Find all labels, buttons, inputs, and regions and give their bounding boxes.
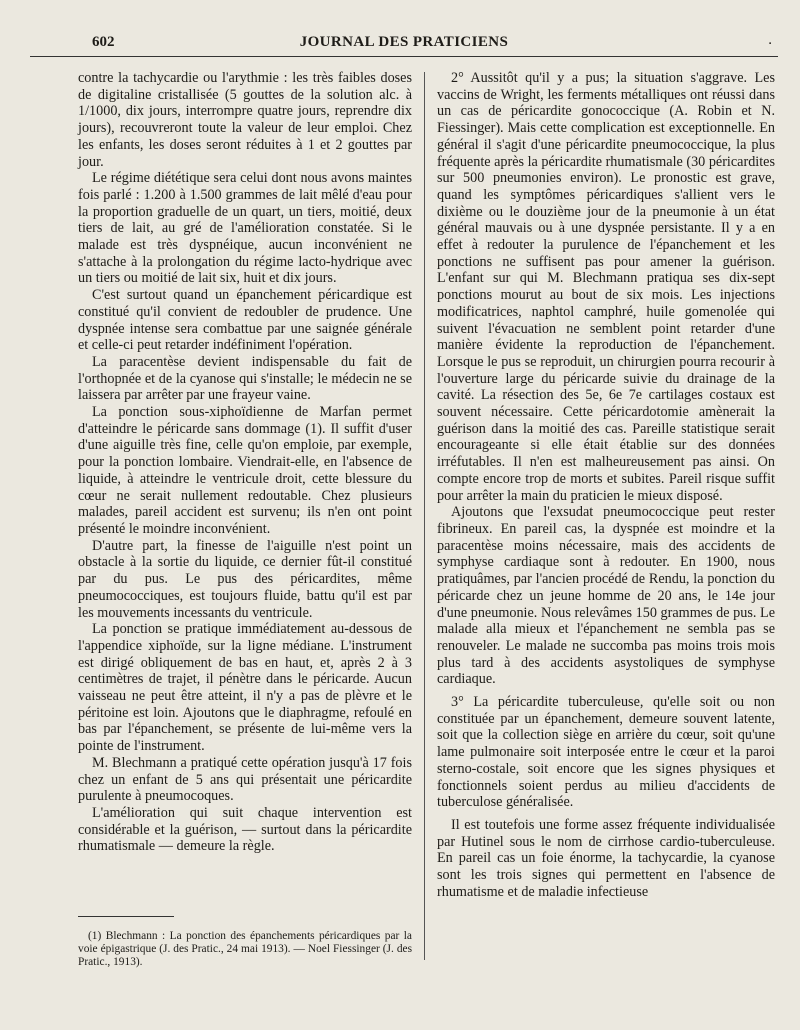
paragraph: Ajoutons que l'exsudat pneumococcique peut rester fibrineux. En pareil cas, la dyspnée est moindre et la paracentèse moins nécessaire, mais des accidents de symphyse cardiaque sont à redouter. En 1900, nous pratiquâmes, par l'ancien procédé de Rendu, la ponction du péricarde chez un jeune homme de 20 ans, le 14e jour d'une pneumonie. Nous relevâmes 150 grammes de pus. Le malade alla mieux et l'épanchement ne sembla pas se renouveler. Le malade ne succomba pas moins trois mois plus tard à des accidents asystoliques de symphyse cardiaque. <box>437 504 775 688</box>
column-divider <box>424 72 425 960</box>
paragraph: La ponction sous-xiphoïdienne de Marfan permet d'atteindre le péricarde sans dommage (1). Il suffit d'user d'une aiguille très fine, celle qu'on emploie, par exemple, pour la ponction lombaire. Viendrait-elle, en l'absence de liquide, à atteindre le ventricule droit, cette blessure du cœur ne serait nullement redoutable. Chez plusieurs malades, pareil accident est survenu; ils n'en ont point présenté le moindre inconvénient. <box>78 404 412 537</box>
footnote <box>78 930 412 970</box>
paragraph: contre la tachycardie ou l'arythmie : les très faibles doses de digitaline cristallisée (5 gouttes de la solution alc. à 1/1000, dix jours, interrompre quatre jours, reprendre dix jours), recouvreront toute la valeur de leur emploi. Chez les enfants, les doses seront réduites à 1 et 2 gouttes par jour. <box>78 70 412 170</box>
paragraph: Le régime diététique sera celui dont nous avons maintes fois parlé : 1.200 à 1.500 grammes de lait mêlé d'eau pour la proportion graduelle de un quart, un tiers, moitié, deux tiers de lait, au gré de l'amélioration constatée. Si le malade est très dyspnéique, aucun inconvénient ne s'attache à la prolongation du régime lacto-hydrique avec un tiers ou moitié de lait six, huit et dix jours. <box>78 170 412 287</box>
footnote-rule <box>78 916 174 917</box>
paragraph: 2° Aussitôt qu'il y a pus; la situation s'aggrave. Les vaccins de Wright, les ferments métalliques ont réussi dans un cas de péricardite gonococcique (A. Robin et N. Fiessinger). Mais cette complication est exceptionnelle. En général il s'agit d'une péricardite pneumococcique, la plus fréquente après la péricardite rhumatismale (30 péricardites sur 500 pneumonies environ). Le pronostic est grave, quand les symptômes péricardiques s'allient vers le dixième ou le douzième jour de la pneumonie à un état général mauvais ou à une dyspnée persistante. Il y a en effet à redouter la purulence de l'épanchement et les ponctions ne suffisent pas pour amener la guérison. L'enfant sur qui M. Blechmann pratiqua ses dix-sept ponctions mourut au bout de six mois. Les injections modificatrices, naphtol camphré, huile gomenolée qui suivent l'évacuation ne semblent point retarder d'une manière évidente la reproduction de l'épanchement. Lorsque le pus se reproduit, un chirurgien pourra recourir à l'ouverture large du péricarde suivie du drainage de la cavité. La résection des 5e, 6e 7e cartilages costaux est souvent nécessaire. Cette péricardotomie amènerait la guérison dans la moitié des cas. Pareille statistique serait encourageante si elle était établie sur des données irréfutables. Il n'en est malheureusement pas ainsi. On compte encore trop de morts et subites. Pareil risque suffit pour arrêter la main du praticien le mieux disposé. <box>437 70 775 504</box>
paragraph: Il est toutefois une forme assez fréquente individualisée par Hutinel sous le nom de cirrhose cardio-tuberculeuse. En pareil cas un foie énorme, la tachycardie, la cyanose sont les trois signes qui permettent en l'absence de rhumatisme et de maladie infectieuse <box>437 816 775 900</box>
paragraph: 3° La péricardite tuberculeuse, qu'elle soit ou non constituée par un épanchement, demeure souvent latente, soit que la collection siège en arrière du cœur, soit qu'une lame pulmonaire soit interposée entre le cœur et la paroi sterno-costale, soit encore que les signes physiques et fonctionnels soient perdus au milieu d'accidents de tuberculose généralisée. <box>437 694 775 811</box>
paragraph: L'amélioration qui suit chaque intervention est considérable et la guérison, — surtout dans la péricardite rhumatismale — demeure la règle. <box>78 804 412 855</box>
left-column <box>78 70 412 960</box>
header-mark: . <box>768 32 772 48</box>
paragraph: M. Blechmann a pratiqué cette opération jusqu'à 17 fois chez un enfant de 5 ans qui présentait une péricardite purulente à pneumocoques. <box>78 754 412 805</box>
page-number: 602 <box>92 34 115 50</box>
journal-title: JOURNAL DES PRATICIENS <box>299 34 509 50</box>
right-column <box>437 70 775 970</box>
paragraph: La paracentèse devient indispensable du fait de l'orthopnée et de la cyanose qui s'installe; le médecin ne se laissera par arrêter par une frayeur vaine. <box>78 353 412 404</box>
paragraph: C'est surtout quand un épanchement péricardique est constitué qu'il convient de redoubler de prudence. Une dyspnée intense sera combattue par une saignée générale et celle-ci peut retarder indéfiniment l'opération. <box>78 287 412 354</box>
paragraph: D'autre part, la finesse de l'aiguille n'est point un obstacle à la sortie du liquide, ce dernier fût-il constitué par du pus. Le pus des péricardites, même pneumococciques, est toujours fluide, battu qu'il est par les mouvements incessants du ventricule. <box>78 537 412 621</box>
running-header <box>30 32 778 57</box>
footnote-text: (1) Blechmann : La ponction des épanchements péricardiques par la voie épigastrique (J. des Pratic., 24 mai 1913). — Noel Fiessinger (J. des Pratic., 1913). <box>78 930 412 969</box>
paragraph: La ponction se pratique immédiatement au-dessous de l'appendice xiphoïde, sur la ligne médiane. L'instrument est dirigé obliquement de bas en haut, et, après 2 à 3 centimètres de trajet, il pénètre dans le péricarde. Aucun vaisseau ne peut être atteint, il n'y a pas de plèvre et le péritoine est loin. Ajoutons que le diaphragme, refoulé en bas par l'épanchement, se présente de lui-même vers la pointe de l'instrument. <box>78 621 412 755</box>
